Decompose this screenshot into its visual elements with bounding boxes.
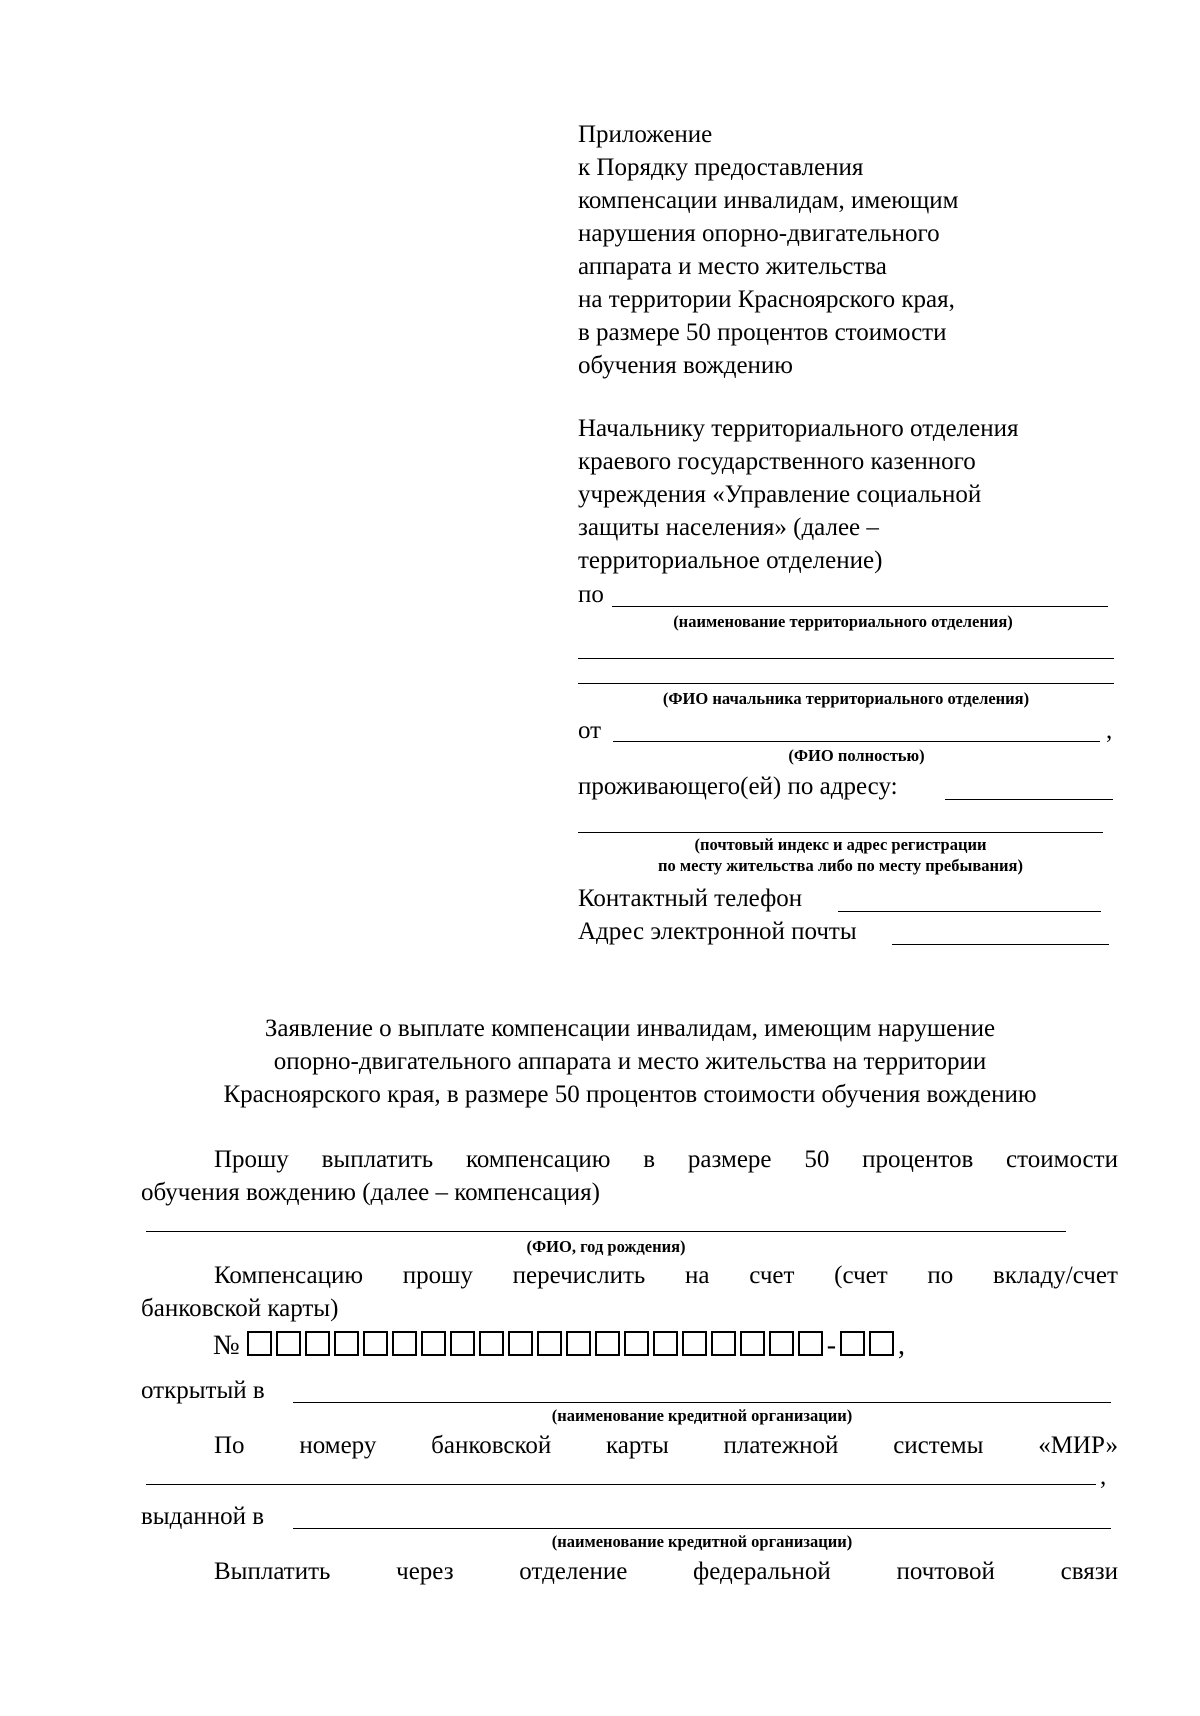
title-line: Красноярского края, в размере 50 процентов стоимости обучения вождению xyxy=(223,1081,1037,1108)
email-field-line[interactable] xyxy=(892,944,1109,945)
address-field-line-1[interactable] xyxy=(945,799,1113,800)
ot-field-line[interactable] xyxy=(613,741,1100,742)
po-label: по xyxy=(578,581,604,608)
issued-label: выданной в xyxy=(141,1503,265,1530)
appendix-block xyxy=(578,118,958,382)
word: перечислить xyxy=(512,1262,646,1289)
ot-caption: (ФИО полностью) xyxy=(788,746,925,765)
head-field-line-1[interactable] xyxy=(578,658,1114,659)
account-digit-group xyxy=(247,1330,827,1361)
appendix-line: к Порядку предоставления xyxy=(578,154,864,181)
word: системы xyxy=(893,1432,984,1459)
ot-comma: , xyxy=(1106,717,1113,744)
card-number-field-line[interactable] xyxy=(146,1484,1096,1485)
word: карты xyxy=(606,1432,669,1459)
word: отделение xyxy=(519,1558,628,1585)
appendix-line: Приложение xyxy=(578,121,713,148)
account-digit-box[interactable] xyxy=(840,1331,865,1356)
address-caption-1: (почтовый индекс и адрес регистрации xyxy=(694,835,987,854)
title-line: опорно-двигательного аппарата и место жительства на территории xyxy=(273,1048,987,1075)
opened-label: открытый в xyxy=(141,1377,265,1404)
account-digit-box[interactable] xyxy=(566,1331,591,1356)
paragraph-4-line-1 xyxy=(214,1555,1118,1588)
phone-label: Контактный телефон xyxy=(578,885,803,912)
address-field-line-2[interactable] xyxy=(578,832,1103,833)
paragraph-2-line-2: банковской карты) xyxy=(141,1295,339,1322)
word: на xyxy=(685,1262,710,1289)
word: компенсацию xyxy=(465,1146,611,1173)
word: размере xyxy=(687,1146,772,1173)
word: Выплатить xyxy=(214,1558,331,1585)
po-field-line[interactable] xyxy=(612,606,1108,607)
account-digit-box[interactable] xyxy=(740,1331,765,1356)
account-digit-box[interactable] xyxy=(798,1331,823,1356)
head-caption: (ФИО начальника территориального отделения) xyxy=(662,689,1030,708)
phone-field-line[interactable] xyxy=(838,911,1101,912)
word: номеру xyxy=(299,1432,377,1459)
word: почтовой xyxy=(896,1558,995,1585)
account-digit-box[interactable] xyxy=(305,1331,330,1356)
account-separator: - xyxy=(826,1330,837,1361)
addressee-line: Начальнику территориального отделения xyxy=(578,415,1019,442)
word: выплатить xyxy=(321,1146,434,1173)
word: платежной xyxy=(723,1432,839,1459)
account-digit-box[interactable] xyxy=(450,1331,475,1356)
account-check-digit-group xyxy=(840,1330,898,1361)
word: счет xyxy=(749,1262,795,1289)
account-number-row xyxy=(213,1326,905,1366)
account-digit-box[interactable] xyxy=(682,1331,707,1356)
account-digit-box[interactable] xyxy=(421,1331,446,1356)
word: вкладу/счет xyxy=(993,1262,1118,1289)
word: «МИР» xyxy=(1038,1432,1118,1459)
word: Прошу xyxy=(214,1146,289,1173)
credit-org-caption: (наименование кредитной организации) xyxy=(551,1406,853,1425)
word: банковской xyxy=(431,1432,552,1459)
fio-caption: (ФИО, год рождения) xyxy=(526,1237,686,1256)
paragraph-2-line-1 xyxy=(214,1259,1118,1292)
appendix-line: на территории Красноярского края, xyxy=(578,286,955,313)
application-title xyxy=(100,1012,1160,1111)
opened-field-line[interactable] xyxy=(293,1402,1111,1403)
account-digit-box[interactable] xyxy=(247,1331,272,1356)
po-caption: (наименование территориального отделения) xyxy=(673,612,1013,631)
appendix-line: аппарата и место жительства xyxy=(578,253,887,280)
word: По xyxy=(214,1432,245,1459)
account-digit-box[interactable] xyxy=(508,1331,533,1356)
email-label: Адрес электронной почты xyxy=(578,918,857,945)
appendix-line: в размере 50 процентов стоимости xyxy=(578,319,947,346)
head-field-line-2[interactable] xyxy=(578,683,1114,684)
word: связи xyxy=(1060,1558,1118,1585)
word: процентов xyxy=(862,1146,974,1173)
word: стоимости xyxy=(1006,1146,1118,1173)
ot-label: от xyxy=(578,717,602,744)
paragraph-1-line-2: обучения вождению (далее – компенсация) xyxy=(141,1179,600,1206)
appendix-line: нарушения опорно-двигательного xyxy=(578,220,940,247)
account-digit-box[interactable] xyxy=(537,1331,562,1356)
address-label: проживающего(ей) по адресу: xyxy=(578,773,898,800)
account-comma: , xyxy=(898,1330,906,1361)
issued-field-line[interactable] xyxy=(293,1528,1111,1529)
account-digit-box[interactable] xyxy=(276,1331,301,1356)
addressee-line: краевого государственного казенного xyxy=(578,448,976,475)
account-digit-box[interactable] xyxy=(595,1331,620,1356)
word: федеральной xyxy=(693,1558,831,1585)
word: по xyxy=(927,1262,954,1289)
account-digit-box[interactable] xyxy=(392,1331,417,1356)
word: Компенсацию xyxy=(214,1262,364,1289)
account-digit-box[interactable] xyxy=(653,1331,678,1356)
account-digit-box[interactable] xyxy=(624,1331,649,1356)
account-digit-box[interactable] xyxy=(479,1331,504,1356)
account-digit-box[interactable] xyxy=(363,1331,388,1356)
address-caption-2: по месту жительства либо по месту пребывания) xyxy=(658,856,1023,875)
appendix-line: компенсации инвалидам, имеющим xyxy=(578,187,959,214)
title-line: Заявление о выплате компенсации инвалидам, имеющим нарушение xyxy=(264,1015,996,1042)
addressee-line: защиты населения» (далее – xyxy=(578,514,879,541)
account-digit-box[interactable] xyxy=(869,1331,894,1356)
word: через xyxy=(396,1558,454,1585)
word: 50 xyxy=(804,1146,830,1173)
credit-org-caption-2: (наименование кредитной организации) xyxy=(551,1532,853,1551)
paragraph-1-line-1 xyxy=(214,1143,1118,1176)
word: прошу xyxy=(402,1262,473,1289)
card-number-comma: , xyxy=(1100,1463,1107,1490)
number-sign: № xyxy=(213,1330,240,1361)
word: (счет xyxy=(834,1262,888,1289)
addressee-block xyxy=(578,412,1018,577)
appendix-line: обучения вождению xyxy=(578,352,793,379)
fio-field-line[interactable] xyxy=(146,1231,1066,1232)
account-digit-box[interactable] xyxy=(711,1331,736,1356)
addressee-line: территориальное отделение) xyxy=(578,547,883,574)
word: в xyxy=(643,1146,656,1173)
addressee-line: учреждения «Управление социальной xyxy=(578,481,982,508)
account-digit-box[interactable] xyxy=(334,1331,359,1356)
account-digit-box[interactable] xyxy=(769,1331,794,1356)
paragraph-3-line-1 xyxy=(214,1429,1118,1462)
